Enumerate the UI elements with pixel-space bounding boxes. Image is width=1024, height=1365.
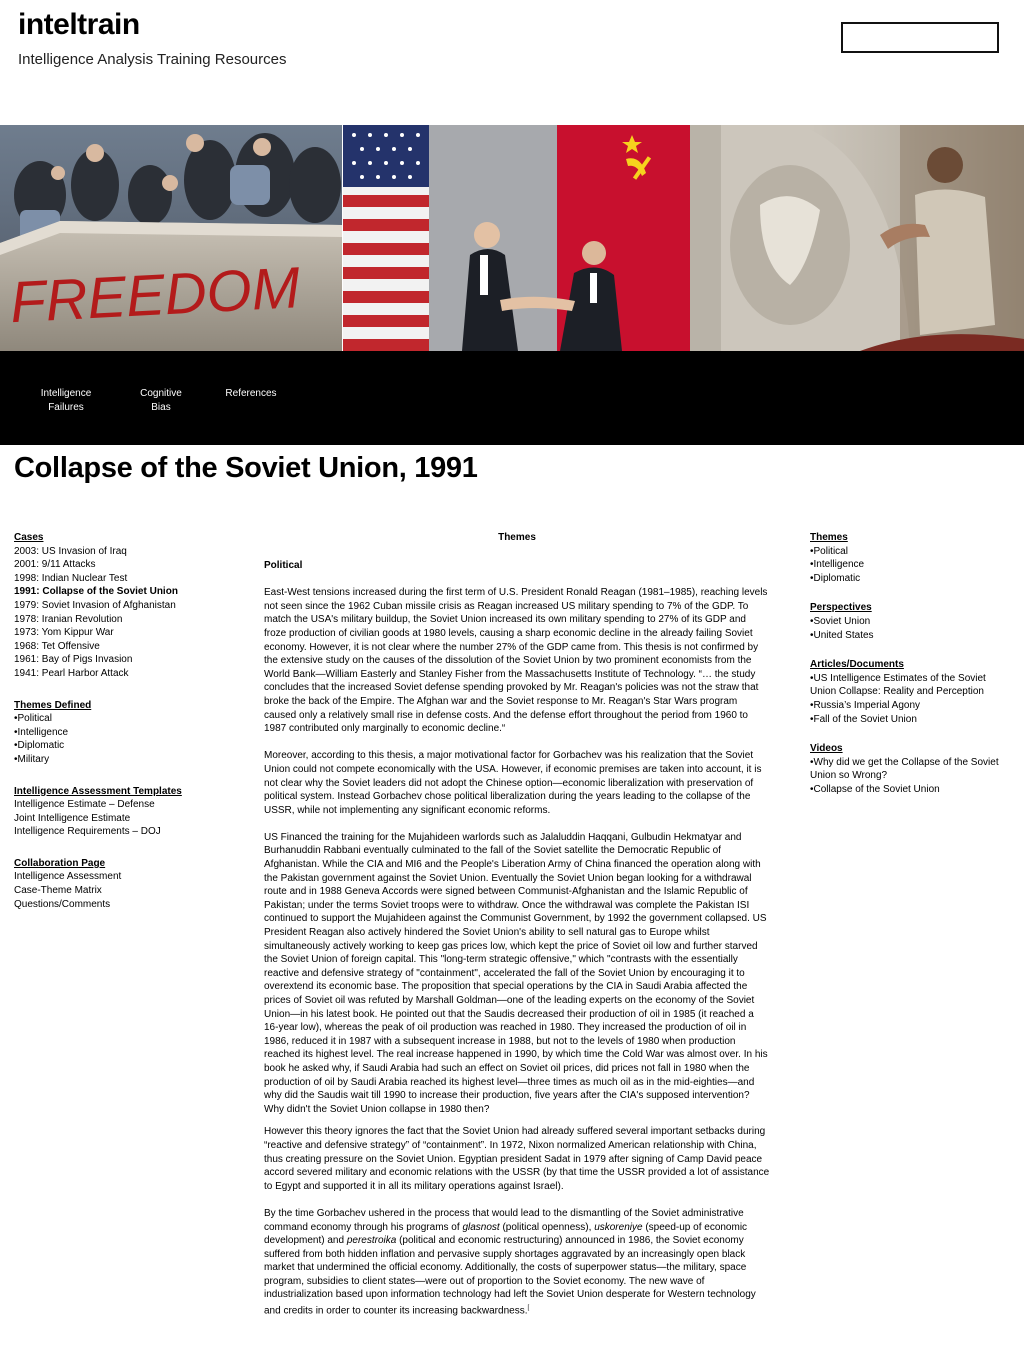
banner-image <box>0 125 1024 351</box>
main-subheading: Political <box>264 559 303 571</box>
case-link-yom-kippur[interactable]: 1973: Yom Kippur War <box>14 627 114 639</box>
flags-handshake-photo <box>343 125 721 351</box>
theme-defined-political[interactable]: •Political <box>14 713 52 725</box>
case-link-soviet-collapse[interactable]: 1991: Collapse of the Soviet Union <box>14 586 178 598</box>
articles-heading[interactable]: Articles/Documents <box>810 659 904 671</box>
perspective-link-soviet[interactable]: •Soviet Union <box>810 615 871 627</box>
statue-removal-photo <box>721 125 1024 351</box>
collab-link-matrix[interactable]: Case-Theme Matrix <box>14 885 102 897</box>
main-nav <box>0 351 1024 445</box>
article-link-imperial-agony[interactable]: •Russia’s Imperial Agony <box>810 699 921 711</box>
theme-defined-military[interactable]: •Military <box>14 753 50 765</box>
theme-defined-diplomatic[interactable]: •Diplomatic <box>14 740 65 752</box>
case-link-bay-of-pigs[interactable]: 1961: Bay of Pigs Invasion <box>14 654 133 666</box>
site-title[interactable]: inteltrain <box>18 8 140 41</box>
case-link-pearl-harbor[interactable]: 1941: Pearl Harbor Attack <box>14 667 129 679</box>
case-link-tet[interactable]: 1968: Tet Offensive <box>14 640 100 652</box>
article-link-fall[interactable]: •Fall of the Soviet Union <box>810 713 917 725</box>
videos-heading[interactable]: Videos <box>810 743 843 755</box>
themes-heading[interactable]: Themes <box>810 532 848 543</box>
video-link-collapse[interactable]: •Collapse of the Soviet Union <box>810 783 940 795</box>
template-link-joint[interactable]: Joint Intelligence Estimate <box>14 812 131 824</box>
nav-item-references[interactable]: References <box>225 388 277 399</box>
main-content <box>264 531 770 1332</box>
case-link-iraq[interactable]: 2003: US Invasion of Iraq <box>14 545 127 557</box>
paragraph-5: By the time Gorbachev ushered in the process that would lead to the dismantling of the Soviet administrative command economy through his programs of glasnost (political openness), uskoreniye (speed-up of economic development) and perestroika (political and economic restructuring) announced in 1986, the Soviet economy suffered from both hidden inflation and pervasive supply shortages aggravated by an increasingly open black market that undermined the official economy. Additionally, the costs of superpower status—the military, space program, subsidies to client states—were out of proportion to the Soviet economy. The new wave of industrialization based upon information technology had left the Soviet Union desperate for Western technology and credits in order to counter its increasing backwardness.[ <box>264 1207 756 1317</box>
paragraph-2: Moreover, according to this thesis, a major motivational factor for Gorbachev was his realization that the Soviet Union could not compete economically with the USA. However, if economic premises are taken into account, it is not clear why the Soviet leaders did not adopt the Chinese option—economic liberalization with preservation of political system. Instead Gorbachev chose political liberalization during the years leading to the collapse of the USSR, while not implementing any significant economic reforms. <box>264 750 762 816</box>
nav-item-intelligence-failures[interactable]: Intelligence Failures <box>40 388 92 413</box>
collab-link-assessment[interactable]: Intelligence Assessment <box>14 871 122 883</box>
collab-link-questions[interactable]: Questions/Comments <box>14 898 111 910</box>
case-link-indian-nuclear[interactable]: 1998: Indian Nuclear Test <box>14 572 128 584</box>
case-link-911[interactable]: 2001: 9/11 Attacks <box>14 559 96 571</box>
template-link-defense[interactable]: Intelligence Estimate – Defense <box>14 799 155 811</box>
site-subtitle: Intelligence Analysis Training Resources <box>18 51 287 68</box>
theme-link-political[interactable]: •Political <box>810 545 848 557</box>
footnote-marker[interactable]: [ <box>527 1305 530 1312</box>
paragraph-4: However this theory ignores the fact that the Soviet Union had already suffered several important setbacks during “reactive and defensive strategy” of “containment”. In 1972, Nixon normalized American relationship with China, thus creating pressure on the Soviet Union. Egyptian president Sadat in 1979 after signing of Camp David peace accord severed military and economic relations with the USSR (by that time the USSR provided a lot of assistance to Egypt and supported it in all its military operations against Israel). <box>264 1126 770 1192</box>
left-sidebar <box>14 531 244 911</box>
article-link-estimates[interactable]: •US Intelligence Estimates of the Soviet Union Collapse: Reality and Perception <box>810 672 986 698</box>
right-sidebar <box>810 531 1010 797</box>
theme-defined-intelligence[interactable]: •Intelligence <box>14 726 69 738</box>
themes-defined-heading[interactable]: Themes Defined <box>14 699 92 711</box>
nav-item-cognitive-bias[interactable]: Cognitive Bias <box>140 388 182 413</box>
perspectives-heading[interactable]: Perspectives <box>810 602 872 614</box>
perspective-link-us[interactable]: •United States <box>810 629 874 641</box>
templates-heading[interactable]: Intelligence Assessment Templates <box>14 785 182 797</box>
template-link-doj[interactable]: Intelligence Requirements – DOJ <box>14 826 161 838</box>
search-input[interactable] <box>841 22 999 53</box>
paragraph-1: East-West tensions increased during the first term of U.S. President Ronald Reagan (1981–1985), reaching levels not seen since the 1962 Cuban missile crisis as Reagan increased US military spending to 7% of the GDP. To match the USA's military buildup, the Soviet Union increased its own military spending to 27% of its GDP and froze production of civilian goods at 1980 levels, causing a sharp economic decline in the already failing Soviet economy. However, it is not clear where the number 27% of the GDP came from. This thesis is not confirmed by the extensive study on the causes of the dissolution of the Soviet Union by two prominent economists from the World Bank—William Easterly and Stanley Fisher from the Massachusetts Institute of Technology. “… the study concludes that the increased Soviet defense spending provoked by Mr. Reagan's policies was not the straw that broke the back of the Empire. The Afghan war and the Soviet response to Mr. Reagan's Star Wars program caused only a relatively small rise in defense costs. And the defense effort throughout the period from 1960 to 1987 contributed only marginally to economic decline.“ <box>264 587 768 735</box>
paragraph-3: US Financed the training for the Mujahideen warlords such as Jalaluddin Haqqani, Gulbudin Hekmatyar and Burhanuddin Rabbani eventually culminated to the fall of the Soviet satellite the Democratic Republic of Afghanistan. While the CIA and MI6 and the People's Liberation Army of China financed the operation along with the Pakistan government against the Soviet Union. Eventually the Soviet Union began looking for a withdrawal route and in 1988 Geneva Accords were signed between Communist-Afghanistan and the Islamic Republic of Pakistan; under the terms Soviet troops were to withdraw. Once the withdrawal was complete the Pakistan ISI continued to support the Mujahideen against the Communist Government, by 1992 the government collapsed. US President Reagan also actively hindered the Soviet Union's ability to sell natural gas to Europe whilst simultaneously actively working to keep gas prices low, which kept the price of Soviet oil low and further starved the Soviet Union of foreign capital. This "long-term strategic offensive," which "contrasts with the essentially reactive and defensive strategy of "containment", accelerated the fall of the Soviet Union by encouraging it to overextend its economic base. The proposition that special operations by the CIA in Saudi Arabia affected the prices of Soviet oil was refuted by Marshall Goldman—one of the leading experts on the economy of the Soviet Union—in his latest book. He pointed out that the Saudis decreased their production of oil in 1985 (it reached a 16-year low), whereas the peak of oil production was reached in 1980. They increased the production of oil in 1986, reduced it in 1987 with a subsequent increase in 1988, but not to the levels of 1980 when production reached its highest level. The real increase happened in 1990, by which time the Cold War was almost over. In his book he asked why, if Saudi Arabia had such an effect on Soviet oil prices, did prices not fall in 1980 when the production of oil by Saudi Arabia reached its highest level—three times as much oil as in the mid-eighties—and why did the Saudis wait till 1990 to increase their production, five years after the CIA's supposed intervention? Why didn't the Soviet Union collapse in 1980 then? <box>264 831 768 1115</box>
theme-link-intelligence[interactable]: •Intelligence <box>810 559 865 571</box>
main-heading: Themes <box>498 532 536 543</box>
theme-link-diplomatic[interactable]: •Diplomatic <box>810 572 861 584</box>
case-link-afghanistan[interactable]: 1979: Soviet Invasion of Afghanistan <box>14 599 176 611</box>
collaboration-heading[interactable]: Collaboration Page <box>14 857 106 869</box>
page-title: Collapse of the Soviet Union, 1991 <box>14 452 478 484</box>
video-link-why-wrong[interactable]: •Why did we get the Collapse of the Soviet Union so Wrong? <box>810 756 999 782</box>
berlin-wall-photo <box>0 125 342 351</box>
svg-text:FREEDOM: FREEDOM <box>8 255 302 336</box>
cases-heading[interactable]: Cases <box>14 532 44 543</box>
case-link-iranian-revolution[interactable]: 1978: Iranian Revolution <box>14 613 123 625</box>
